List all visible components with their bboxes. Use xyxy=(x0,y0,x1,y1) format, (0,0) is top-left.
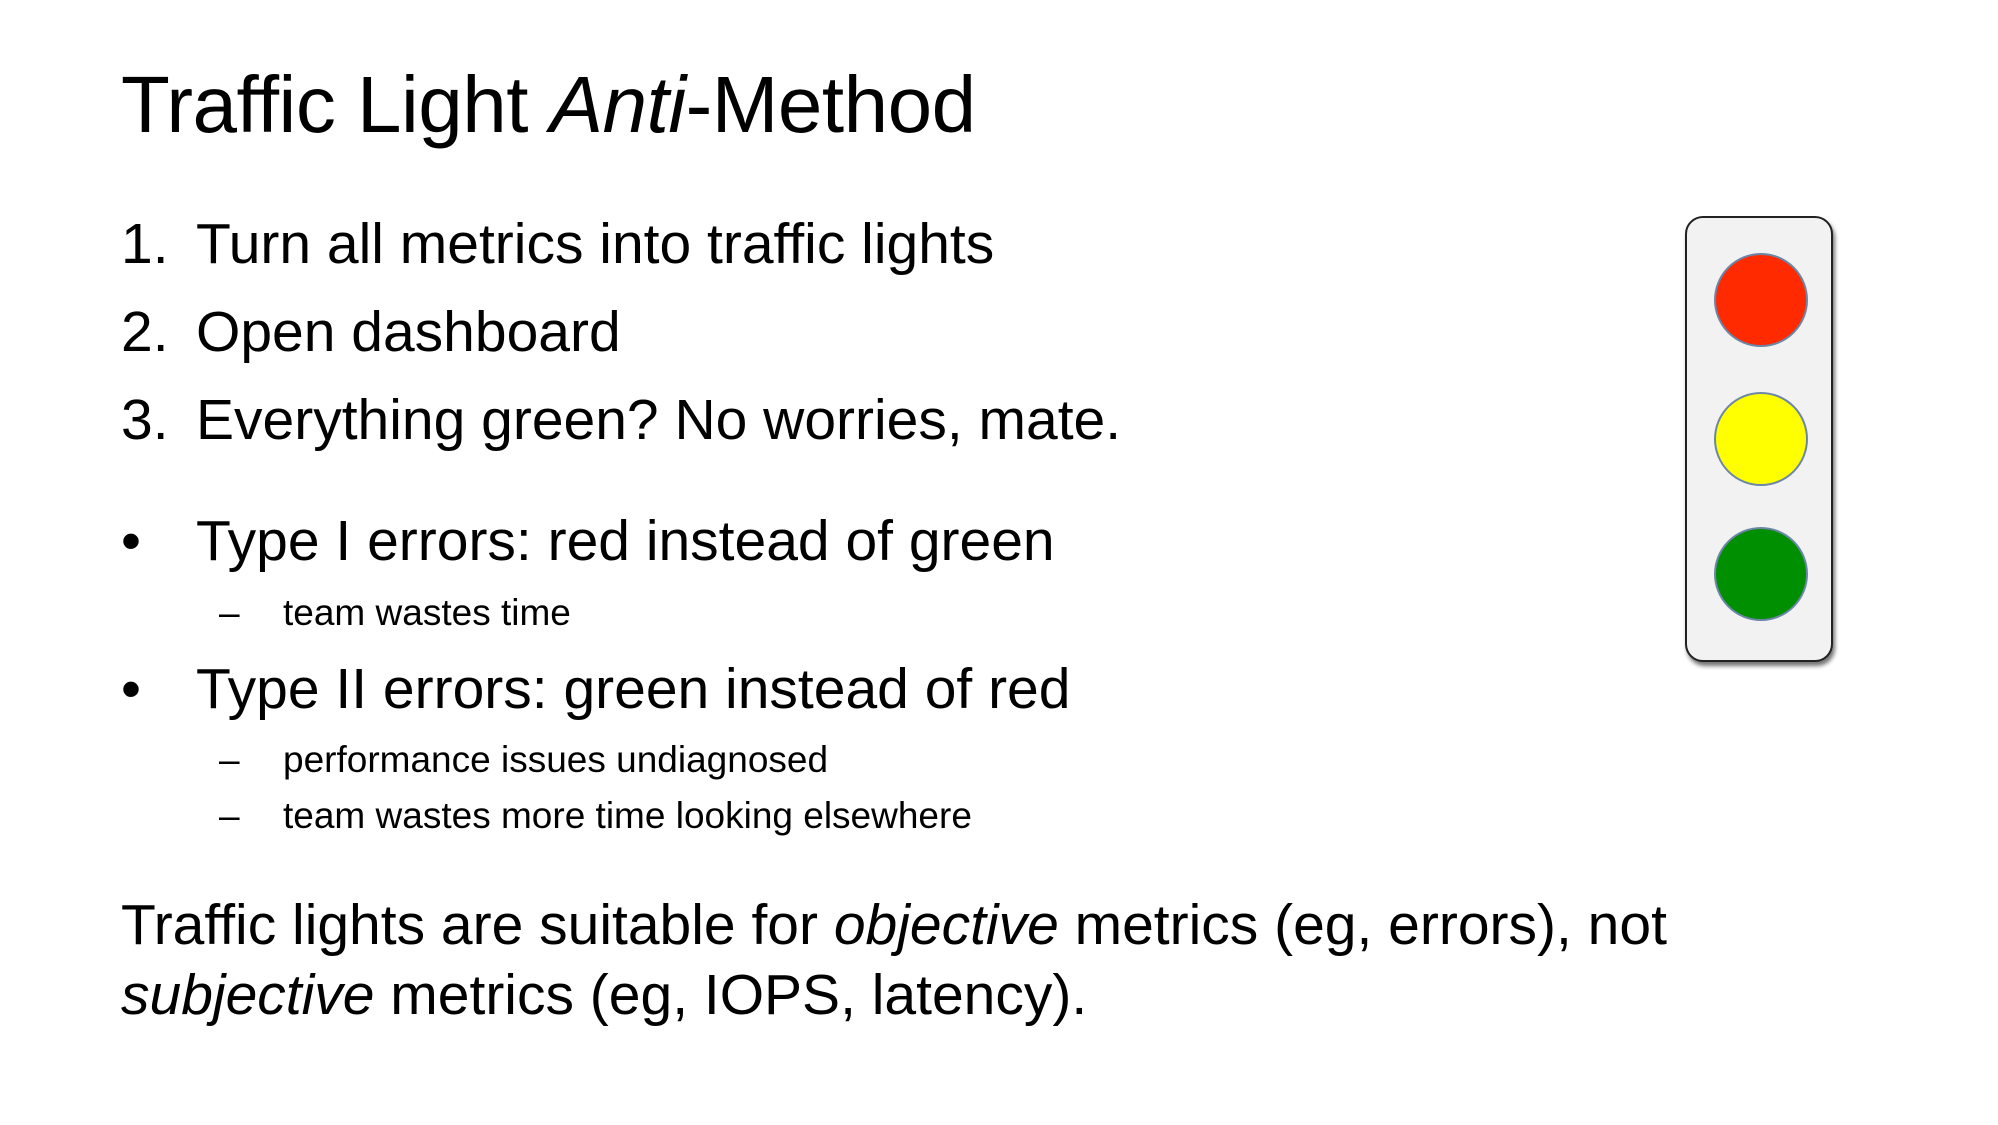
step-text: Open dashboard xyxy=(196,300,621,364)
sub-bullet-marker: – xyxy=(219,739,240,780)
sub-bullet-text: team wastes more time looking elsewhere xyxy=(283,795,972,836)
summary-paragraph xyxy=(121,890,1841,1030)
traffic-light-icon xyxy=(1685,216,1833,662)
bullet-marker: • xyxy=(121,657,141,721)
title-italic-text: Anti xyxy=(549,60,686,149)
green-light-icon xyxy=(1714,527,1808,621)
step-text: Turn all metrics into traffic lights xyxy=(196,212,995,276)
sub-bullet-text: team wastes time xyxy=(283,592,571,633)
sub-bullet-text: performance issues undiagnosed xyxy=(283,739,829,780)
summary-text: metrics (eg, IOPS, latency). xyxy=(374,963,1088,1027)
summary-italic-subjective: subjective xyxy=(121,963,375,1027)
title-text: Traffic Light xyxy=(121,60,550,149)
bullet-text: Type II errors: green instead of red xyxy=(196,657,1071,721)
yellow-light-icon xyxy=(1714,392,1808,486)
step-number: 2. xyxy=(121,300,169,364)
step-number: 3. xyxy=(121,388,169,452)
bullet-text: Type I errors: red instead of green xyxy=(196,509,1055,573)
summary-italic-objective: objective xyxy=(833,893,1059,957)
title-text-suffix: -Method xyxy=(685,60,976,149)
red-light-icon xyxy=(1714,253,1808,347)
summary-text: Traffic lights are suitable for xyxy=(121,893,834,957)
sub-bullet-marker: – xyxy=(219,592,240,633)
step-number: 1. xyxy=(121,212,169,276)
slide-title xyxy=(121,55,976,155)
step-text: Everything green? No worries, mate. xyxy=(196,388,1122,452)
sub-bullet-marker: – xyxy=(219,795,240,836)
bullet-marker: • xyxy=(121,509,141,573)
summary-text: metrics (eg, errors), not xyxy=(1058,893,1667,957)
